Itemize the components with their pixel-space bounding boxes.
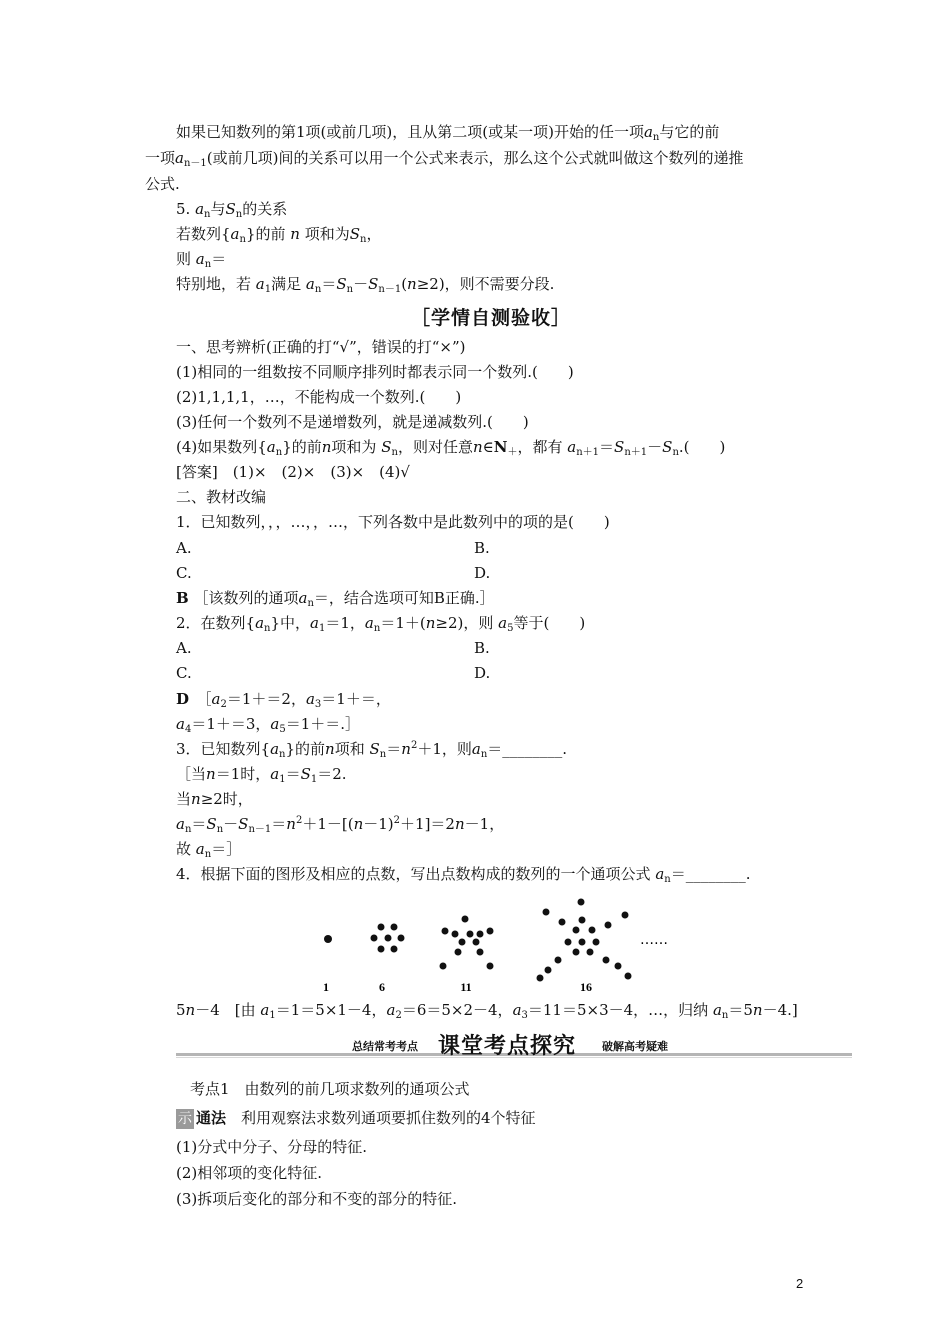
p3-solution-line-2: 当n≥2时， — [176, 790, 253, 808]
dot — [385, 935, 392, 942]
part2-title: 二、教材改编 — [176, 488, 267, 506]
dot — [543, 909, 550, 916]
para-line-3: 公式. — [145, 175, 180, 193]
para-line-1: 如果已知数列的第1项(或前几项)，且从第二项(或某一项)开始的任一项$a_n$与它的前 — [176, 123, 720, 143]
figure-label-1: 1 — [323, 980, 329, 994]
sec5-line-2: 则 $a_n=$ — [176, 250, 227, 270]
dot — [455, 949, 462, 956]
p1-stem: 1．已知数列，，，…，，…，下列各数中是此数列中的项的是( ) — [176, 513, 610, 531]
part1-q3: (3)任何一个数列不是递增数列，就是递减数列.( ) — [176, 413, 529, 431]
dot — [473, 939, 480, 946]
kd1-method: 示 通法 利用观察法求数列通项要抓住数列的4个特征 — [178, 1109, 536, 1127]
dot — [459, 939, 466, 946]
dot — [398, 935, 405, 942]
dot — [324, 935, 332, 943]
dot — [391, 946, 398, 953]
p3-solution-line-4: 故 $a_n=]$ — [176, 840, 242, 860]
dot — [565, 939, 572, 946]
method-tag: 示 — [178, 1111, 192, 1127]
dot — [462, 916, 469, 923]
dot — [625, 973, 632, 980]
dot — [487, 928, 494, 935]
header-left-caption: 总结常考考点 — [352, 1040, 418, 1053]
p3-solution-line-3: $a_n=S_n-S_{n-1}=n^2+1-[(n-1)^2+1]=2n-1$， — [176, 815, 505, 835]
dot — [378, 946, 385, 953]
figure-label-3: 11 — [460, 980, 472, 994]
dot — [537, 975, 544, 982]
dot — [467, 931, 474, 938]
dot — [573, 949, 580, 956]
page-number: 2 — [796, 1276, 804, 1291]
p2-option-c: C. — [176, 664, 192, 682]
p4-answer: 5n－4 [由 $a_1=1=5\times 1-4$，$a_2=6=5\times 2-4$，$a_3=11=5\times 3-4$，…，归纳 $a_n=5n-4$.] — [176, 1001, 798, 1021]
kd1-feature-3: (3)拆项后变化的部分和不变的部分的特征. — [176, 1190, 458, 1208]
p2-option-a: A. — [176, 639, 192, 657]
p1-option-d: D. — [474, 564, 491, 582]
dot — [391, 924, 398, 931]
kd1-feature-1: (1)分式中分子、分母的特征. — [176, 1138, 368, 1156]
kd1-feature-2: (2)相邻项的变化特征. — [176, 1164, 323, 1182]
p4-stem: 4．根据下面的图形及相应的点数，写出点数构成的数列的一个通项公式 $a_n=\_\_\_\_\_\_\_\_$. — [176, 865, 751, 885]
dot — [452, 931, 459, 938]
dot — [587, 949, 594, 956]
dot — [589, 927, 596, 934]
part1-answer: [答案] (1)× (2)× (3)× (4)√ — [176, 463, 410, 481]
dot — [593, 939, 600, 946]
dot — [579, 939, 586, 946]
header-title: 课堂考点探究 — [438, 1034, 577, 1059]
dot — [378, 924, 385, 931]
section-banner-self-test: ［学情自测验收］ — [411, 307, 572, 329]
p2-option-b: B. — [474, 639, 490, 657]
dot — [615, 963, 622, 970]
sec5-line-1: 若数列$\{a_n\}$的前 n 项和为$S_n$， — [176, 225, 382, 245]
sec5-title: 5. $a_n$与$S_n$的关系 — [176, 200, 288, 220]
p3-solution-line-1: ［当n＝1时，$a_1=S_1=2$. — [176, 765, 347, 785]
section-header-classroom — [176, 1031, 852, 1061]
dot — [605, 922, 612, 929]
dot — [573, 927, 580, 934]
p2-option-d: D. — [474, 664, 491, 682]
part1-title: 一、思考辨析(正确的打“√”，错误的打“×”) — [176, 338, 466, 356]
dot — [477, 949, 484, 956]
dot — [555, 957, 562, 964]
dot — [477, 931, 484, 938]
part1-q1: (1)相同的一组数按不同顺序排列时都表示同一个数列.( ) — [176, 363, 574, 381]
p1-option-b: B. — [474, 539, 490, 557]
header-right-caption: 破解高考疑难 — [602, 1040, 668, 1053]
figure-label-4: 16 — [580, 980, 592, 994]
part1-q4: (4)如果数列$\{a_n\}$的前n项和为 $S_n$，则对任意$n\in N_+$，都有 $a_{n+1}=S_{n+1}-S_n$.( ) — [176, 438, 726, 458]
dot — [622, 912, 629, 919]
dot — [545, 967, 552, 974]
p3-stem: 3．已知数列$\{a_n\}$的前n项和 $S_n=n^2+1$，则$a_n=\_\_\_\_\_\_\_\_$. — [176, 740, 568, 760]
dot-pattern-figure — [300, 890, 700, 1005]
dot — [578, 899, 585, 906]
p1-option-c: C. — [176, 564, 192, 582]
kd1-title: 考点1 由数列的前几项求数列的通项公式 — [190, 1080, 470, 1098]
figure-ellipsis: …… — [640, 932, 668, 948]
dot — [603, 957, 610, 964]
figure-label-2: 6 — [379, 980, 385, 994]
para-line-2: 一项$a_{n-1}$(或前几项)间的关系可以用一个公式来表示，那么这个公式就叫做这个数列的递推 — [145, 149, 744, 169]
dot — [487, 963, 494, 970]
dot — [440, 963, 447, 970]
p2-stem: 2．在数列$\{a_n\}$中，$a_1=1$，$a_n=1+(n\ge 2)$，则 $a_5$等于( ) — [176, 614, 586, 634]
p1-option-a: A. — [176, 539, 192, 557]
part1-q2: (2)1,1,1,1，…，不能构成一个数列.( ) — [176, 388, 462, 406]
dot — [559, 919, 566, 926]
dot — [579, 917, 586, 924]
dot — [371, 935, 378, 942]
p2-answer-line-1: D $[a_2=1+=2$，$a_3=1+=$， — [176, 690, 391, 710]
p1-answer: B ［该数列的通项$a_n=$，结合选项可知B正确.］ — [176, 589, 495, 609]
dot — [442, 928, 449, 935]
p2-answer-line-2: $a_4=1+=3$，$a_5=1+=.]$ — [176, 715, 361, 735]
sec5-line-3: 特别地，若 $a_1$满足 $a_n=S_n-S_{n-1}(n\ge 2)$，则不需要分段. — [176, 275, 555, 295]
